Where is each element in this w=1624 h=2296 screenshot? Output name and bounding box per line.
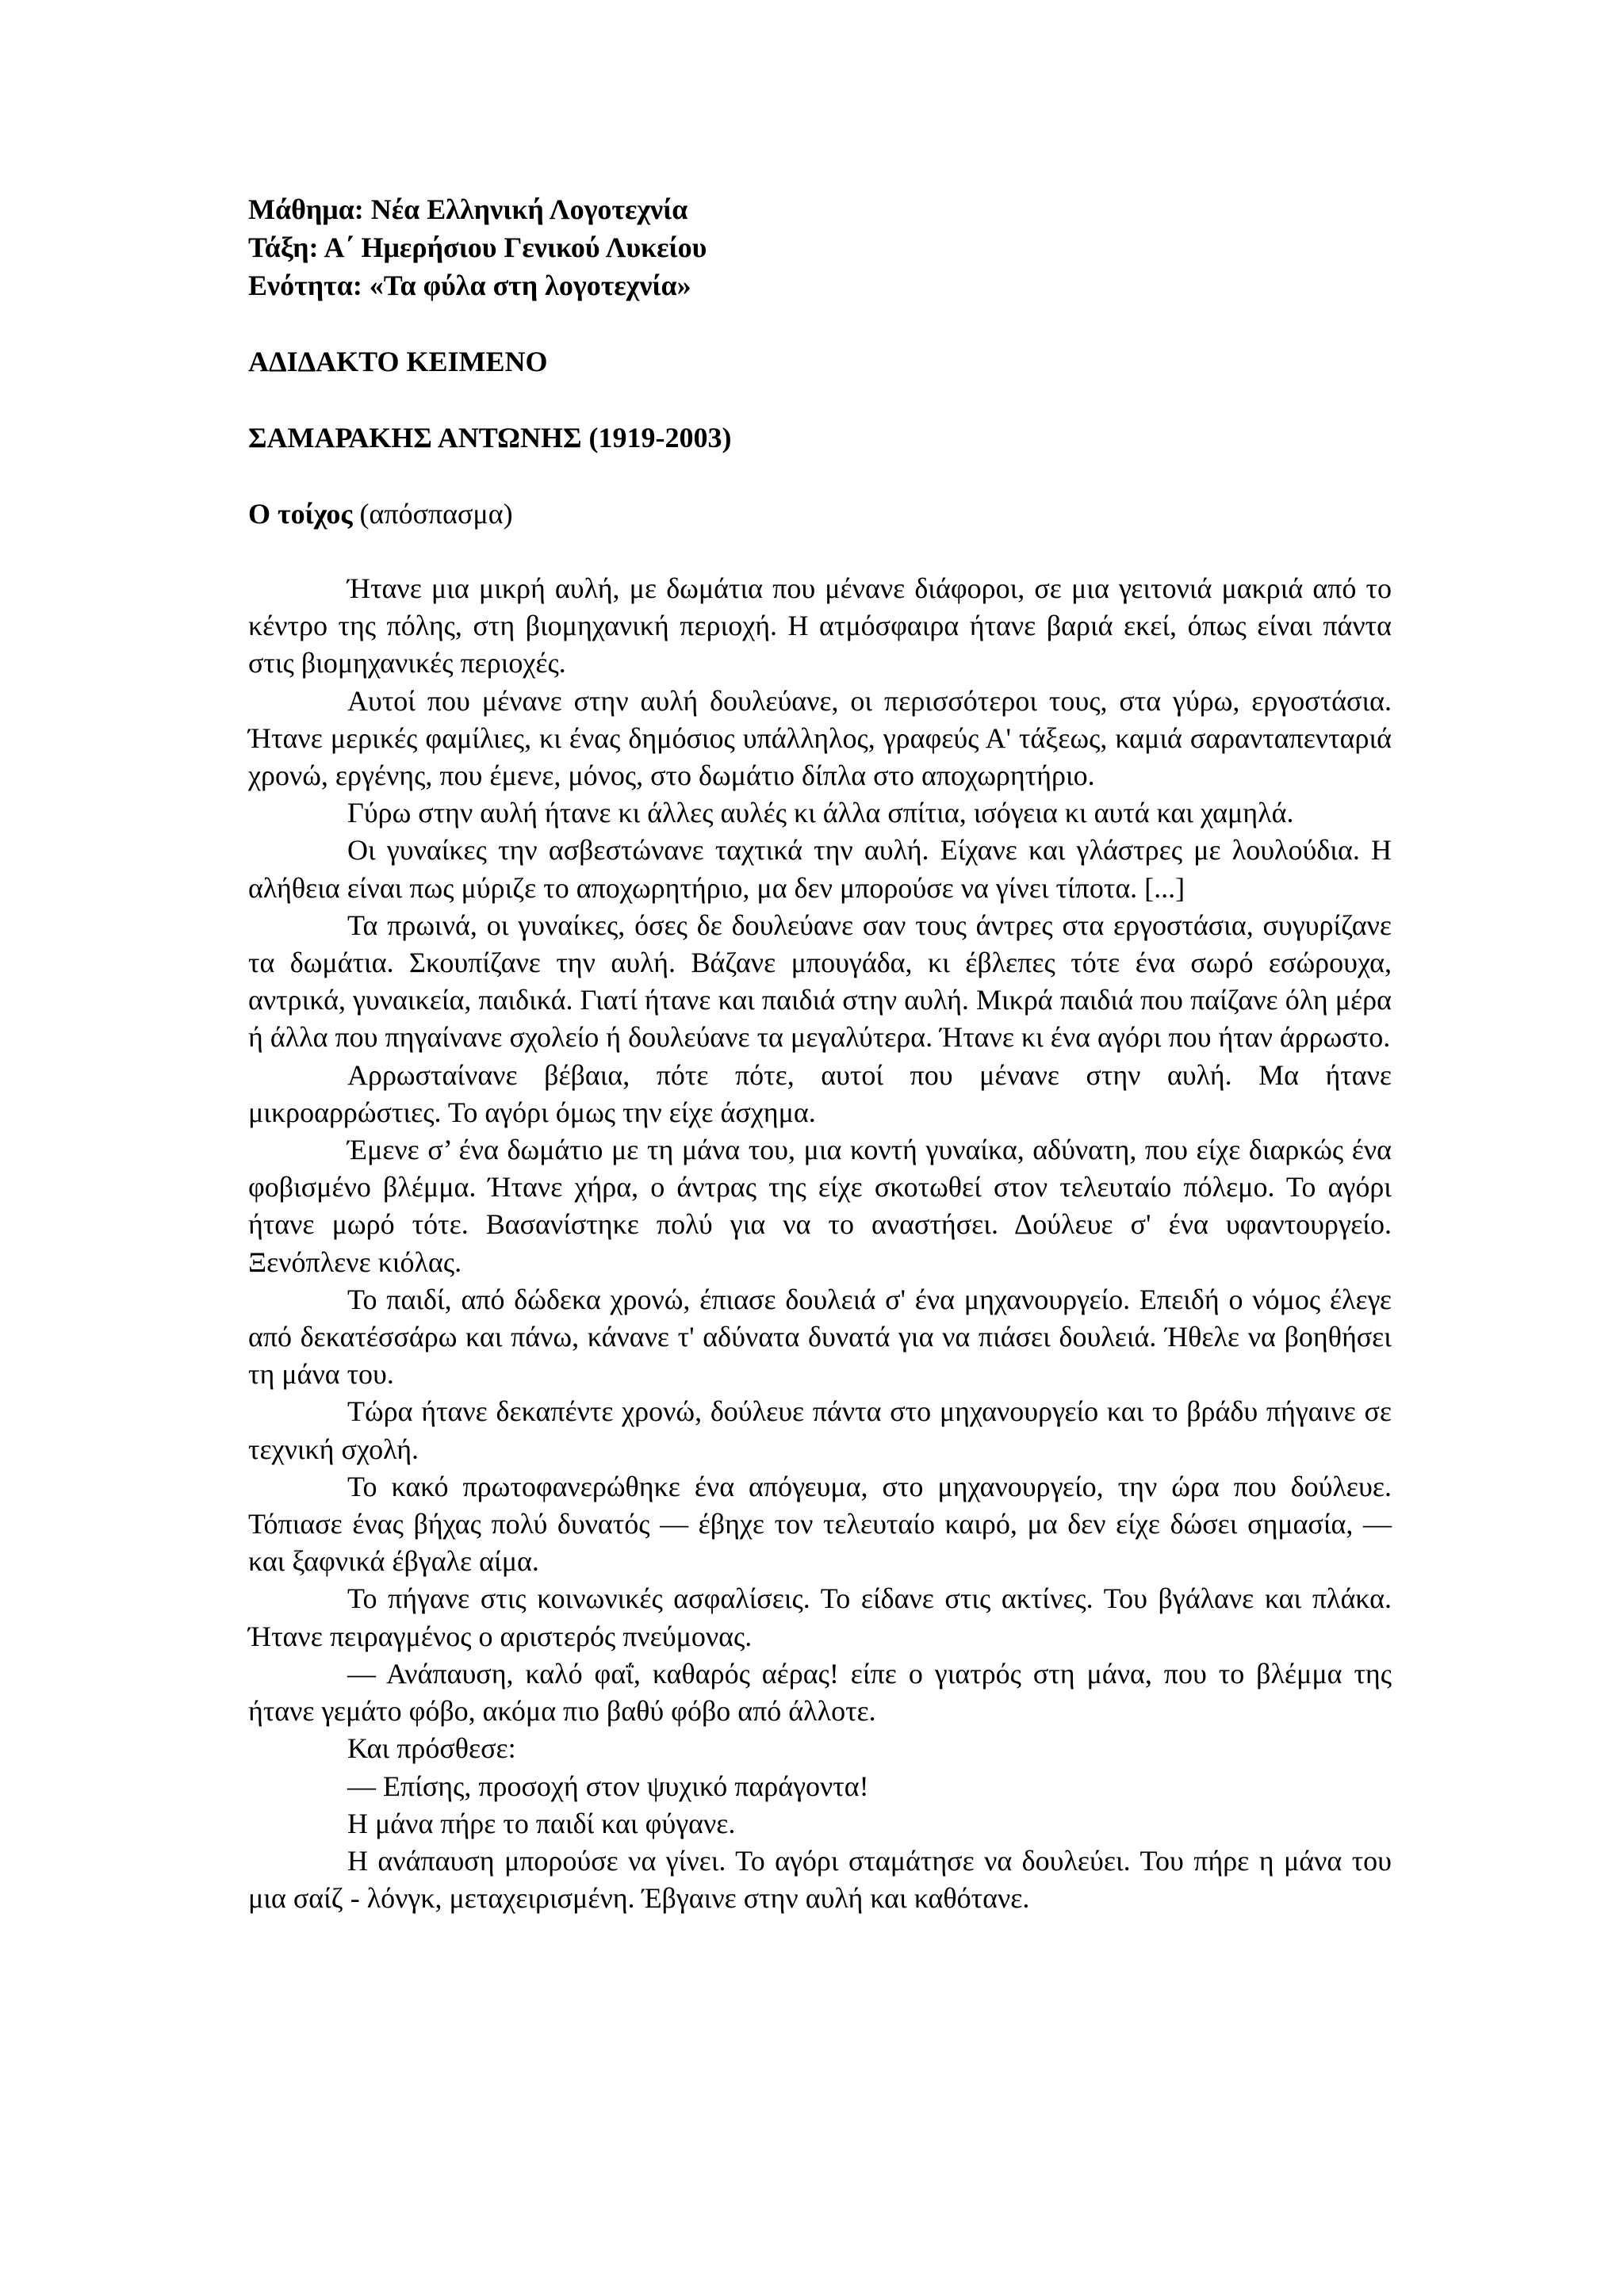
paragraph: Η ανάπαυση μπορούσε να γίνει. Το αγόρι σταμάτησε να δουλεύει. Του πήρε η μάνα του μια σαίζ - λόνγκ, μεταχειρισμένη. Έβγαινε στην αυλή και καθότανε.: [248, 1844, 1392, 1915]
paragraph: Έμενε σ’ ένα δωμάτιο με τη μάνα του, μια κοντή γυναίκα, αδύνατη, που είχε διαρκώς ένα φοβισμένο βλέμμα. Ήτανε χήρα, ο άντρας της είχε σκοτωθεί στον τελευταίο πόλεμο. Το αγόρι ήτανε μωρό τότε. Βασανίστηκε πολύ για να το αναστήσει. Δούλευε σ' ένα υφαντουργείο. Ξενόπλενε κιόλας.: [248, 1134, 1392, 1278]
paragraph: Το πήγανε στις κοινωνικές ασφαλίσεις. Το είδανε στις ακτίνες. Του βγάλανε και πλάκα. Ήτανε πειραγμένος ο αριστερός πνεύμονας.: [248, 1582, 1392, 1652]
course-unit: Ενότητα: «Τα φύλα στη λογοτεχνία»: [248, 270, 691, 301]
work-title-name: Ο τοίχος: [248, 498, 353, 530]
paragraph: Η μάνα πήρε το παιδί και φύγανε.: [347, 1807, 736, 1839]
paragraph: Το κακό πρωτοφανερώθηκε ένα απόγευμα, στο μηχανουργείο, την ώρα που δούλευε. Τόπιασε ένας βήχας πολύ δυνατός — έβηχε τον τελευταίο καιρό, μα δεν είχε δώσει σημασία, — και ξαφνικά έβγαλε αίμα.: [248, 1470, 1392, 1578]
paragraph: Οι γυναίκες την ασβεστώνανε ταχτικά την αυλή. Είχανε και γλάστρες με λουλούδια. Η αλήθεια είναι πως μύριζε το αποχωρητήριο, μα δεν μπορούσε να γίνει τίποτα. [...]: [248, 834, 1392, 904]
paragraph: Και πρόσθεσε:: [347, 1732, 516, 1765]
work-title: [248, 495, 1392, 533]
excerpt-body: [248, 570, 1392, 1917]
author-heading: ΣΑΜΑΡΑΚΗΣ ΑΝΤΩΝΗΣ (1919-2003): [248, 422, 732, 453]
course-header: [248, 190, 1392, 304]
paragraph: — Επίσης, προσοχή στον ψυχικό παράγοντα!: [347, 1770, 869, 1802]
paragraph: Τα πρωινά, οι γυναίκες, όσες δε δουλεύανε σαν τους άντρες στα εργοστάσια, συγυρίζανε τα δωμάτια. Σκουπίζανε την αυλή. Βάζανε μπουγάδα, κι έβλεπες τότε ένα σωρό εσώρουχα, αντρικά, γυναικεία, παιδικά. Γιατί ήτανε και παιδιά στην αυλή. Μικρά παιδιά που παίζανε όλη μέρα ή άλλα που πηγαίνανε σχολείο ή δουλεύανε τα μεγαλύτερα. Ήτανε κι ένα αγόρι που ήταν άρρωστο.: [248, 909, 1392, 1054]
document-page: [248, 190, 1392, 1917]
work-title-subtitle: (απόσπασμα): [359, 498, 513, 530]
paragraph: Αρρωσταίνανε βέβαια, πότε πότε, αυτοί που μένανε στην αυλή. Μα ήτανε μικροαρρώστιες. Το αγόρι όμως την είχε άσχημα.: [248, 1058, 1392, 1128]
paragraph: Γύρω στην αυλή ήτανε κι άλλες αυλές κι άλλα σπίτια, ισόγεια κι αυτά και χαμηλά.: [347, 797, 1294, 829]
paragraph: — Ανάπαυση, καλό φαΐ, καθαρός αέρας! είπε ο γιατρός στη μάνα, που το βλέμμα της ήτανε γεμάτο φόβο, ακόμα πιο βαθύ φόβο από άλλοτε.: [248, 1657, 1392, 1728]
course-class: Τάξη: Α΄ Ημερήσιου Γενικού Λυκείου: [248, 232, 707, 263]
section-title: ΑΔΙΔΑΚΤΟ ΚΕΙΜΕΝΟ: [248, 346, 548, 377]
paragraph: Το παιδί, από δώδεκα χρονώ, έπιασε δουλειά σ' ένα μηχανουργείο. Επειδή ο νόμος έλεγε από δεκατέσσάρω και πάνω, κάνανε τ' αδύνατα δυνατά για να πιάσει δουλειά. Ήθελε να βοηθήσει τη μάνα του.: [248, 1283, 1392, 1391]
course-subject: Μάθημα: Νέα Ελληνική Λογοτεχνία: [248, 193, 688, 225]
paragraph: Αυτοί που μένανε στην αυλή δουλεύανε, οι περισσότεροι τους, στα γύρω, εργοστάσια. Ήτανε μερικές φαμίλιες, κι ένας δημόσιος υπάλληλος, γραφεύς Α' τάξεως, καμιά σαρανταπενταριά χρονώ, εργένης, που έμενε, μόνος, στο δωμάτιο δίπλα στο αποχωρητήριο.: [248, 684, 1392, 792]
paragraph: Ήτανε μια μικρή αυλή, με δωμάτια που μένανε διάφοροι, σε μια γειτονιά μακριά από το κέντρο της πόλης, στη βιομηχανική περιοχή. Η ατμόσφαιρα ήτανε βαριά εκεί, όπως είναι πάντα στις βιομηχανικές περιοχές.: [248, 572, 1392, 679]
paragraph: Τώρα ήτανε δεκαπέντε χρονώ, δούλευε πάντα στο μηχανουργείο και το βράδυ πήγαινε σε τεχνική σχολή.: [248, 1395, 1392, 1465]
